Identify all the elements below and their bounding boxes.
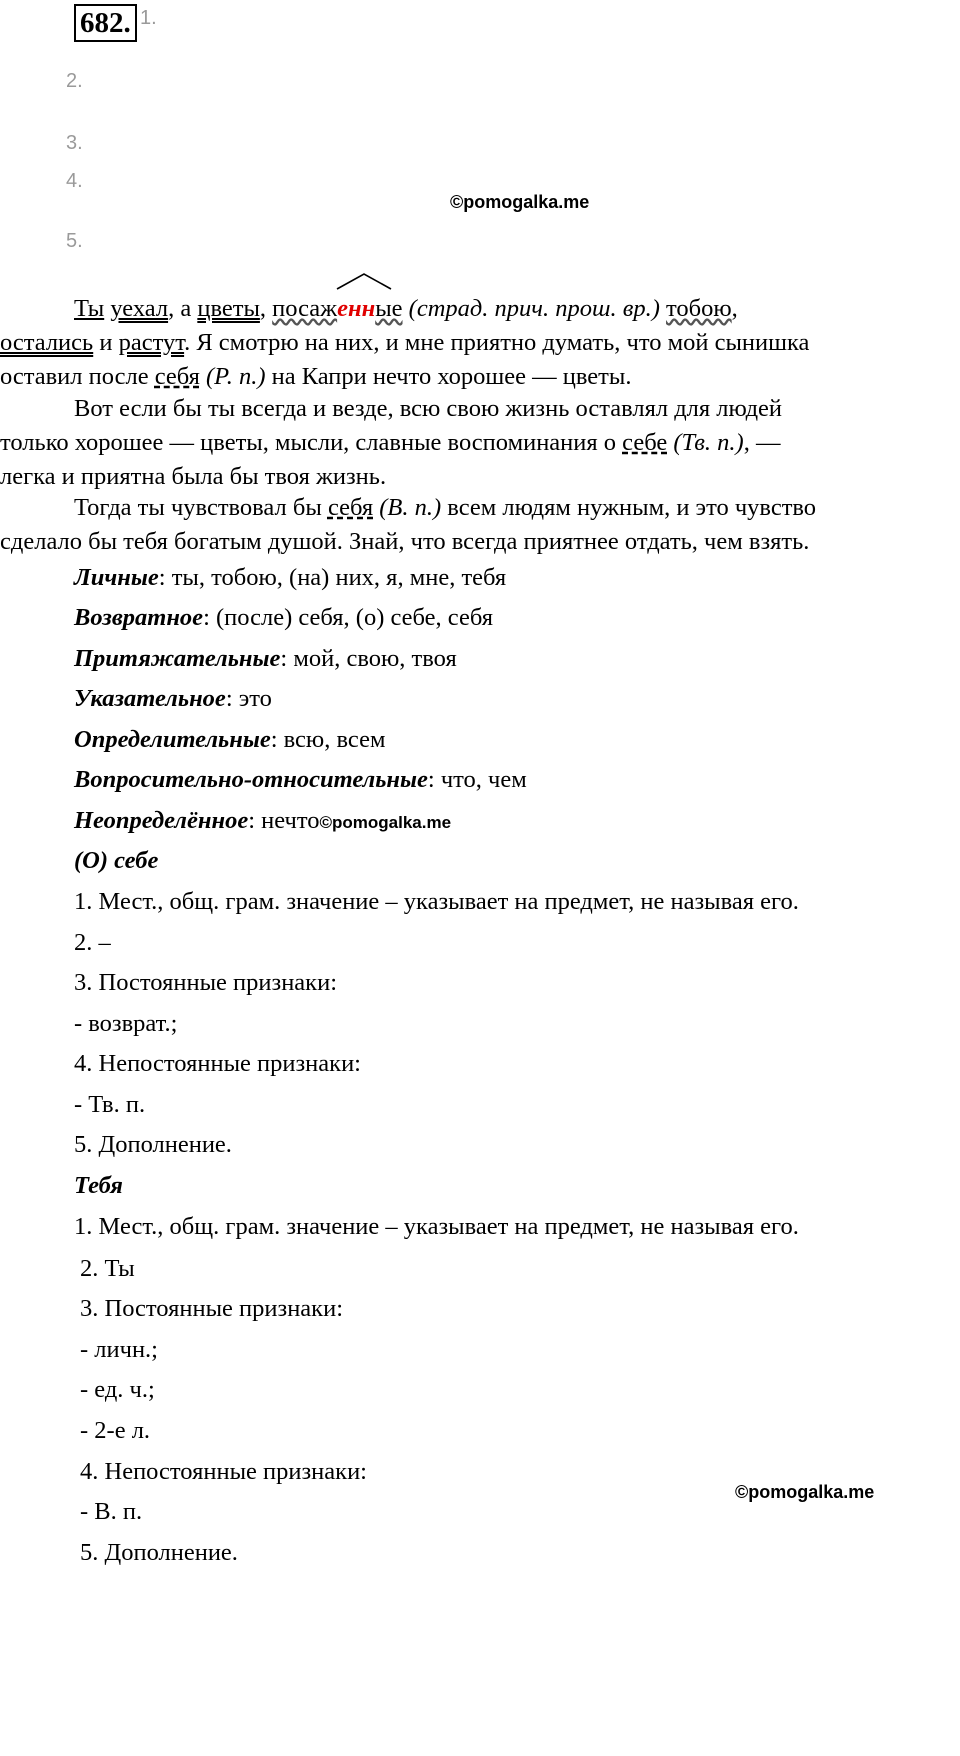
answer-slot-2: 2.	[66, 70, 83, 92]
watermark-inline: ©pomogalka.me	[319, 813, 452, 832]
analysis-2-line-9: 5. Дополнение.	[80, 1539, 238, 1566]
analysis-2-line-3: 3. Постоянные признаки:	[80, 1295, 344, 1322]
category-value: : (после) себя, (о) себе, себя	[203, 604, 493, 631]
suffix-marker	[337, 292, 375, 326]
category-definitive	[74, 725, 385, 755]
word-uekhal: уехал	[110, 295, 169, 322]
note: (Тв. п.)	[667, 429, 744, 456]
word-sebe: себе	[622, 429, 668, 456]
category-label: Указательное	[74, 685, 226, 712]
category-label: Притяжательные	[74, 645, 281, 672]
analysis-1-heading	[74, 846, 158, 876]
word-tsvety: цветы	[197, 295, 260, 322]
analysis-2-line-4: - личн.;	[80, 1336, 158, 1363]
word-ty: Ты	[74, 295, 105, 322]
word-posazhennye	[272, 295, 402, 322]
category-label: Возвратное	[74, 604, 204, 631]
analysis-2-line-1: 1. Мест., общ. грам. значение – указывает на предмет, не называя его.	[74, 1213, 799, 1240]
category-interrogative	[74, 765, 527, 795]
text-run: только хорошее — цветы, мысли, славные воспоминания о	[0, 429, 623, 456]
analysis-1-line-4: - возврат.;	[74, 1010, 178, 1037]
word-ostalis: остались	[0, 329, 94, 356]
watermark-bottom: ©pomogalka.me	[735, 1482, 875, 1502]
word-part: посаж	[272, 295, 338, 322]
text-line: Вот если бы ты всегда и везде, всю свою жизнь оставлял для людей	[74, 395, 783, 422]
note: (страд. прич. прош. вр.)	[402, 295, 660, 322]
analysis-2-line-5: - ед. ч.;	[80, 1376, 155, 1403]
analysis-1-line-6: - Тв. п.	[74, 1091, 146, 1118]
word-rastut: растут	[118, 329, 185, 356]
answer-slot-5: 5.	[66, 230, 83, 252]
analysis-2-heading	[74, 1171, 123, 1201]
analysis-2-line-2: 2. Ты	[80, 1255, 135, 1282]
suffix-arc-icon	[335, 272, 393, 290]
exercise-number: 682.	[74, 4, 137, 42]
answer-slot-4: 4.	[66, 170, 83, 192]
analysis-2-line-6: - 2-е л.	[80, 1417, 151, 1444]
text-line: сделало бы тебя богатым душой. Знай, что всегда приятнее отдать, чем взять.	[0, 528, 810, 555]
analysis-1-line-1: 1. Мест., общ. грам. значение – указывает на предмет, не называя его.	[74, 888, 799, 915]
analysis-1-line-5: 4. Непостоянные признаки:	[74, 1050, 361, 1077]
word-part: ые	[375, 295, 403, 322]
category-value: : ты, тобою, (на) них, я, мне, тебя	[158, 564, 507, 591]
answer-slot-1: 1.	[140, 7, 157, 29]
category-personal	[74, 563, 506, 593]
text-run: и	[93, 329, 119, 356]
analysis-2-line-8: - В. п.	[80, 1498, 143, 1525]
word-toboyu: тобою	[666, 295, 732, 322]
text-run: ,	[731, 295, 738, 322]
word-sebya-2: себя	[327, 494, 374, 521]
category-indefinite	[74, 806, 451, 838]
analysis-1-line-2: 2. –	[74, 929, 111, 956]
text-paragraph-2	[0, 392, 960, 494]
category-reflexive	[74, 603, 493, 633]
text-run: , а	[168, 295, 198, 322]
text-run: . Я смотрю на них, и мне приятно думать, что мой сынишка	[184, 329, 810, 356]
category-value: : мой, свою, твоя	[280, 645, 457, 672]
note: (Р. п.)	[199, 363, 266, 390]
text-run: на Капри нечто хорошее — цветы.	[265, 363, 632, 390]
suffix-enn: енн	[337, 295, 376, 322]
word-sebya: себя	[154, 363, 200, 390]
text-run: всем людям нужным, и это чувство	[441, 494, 817, 521]
analysis-2-line-7: 4. Непостоянные признаки:	[80, 1458, 367, 1485]
heading-text: (О) себе	[74, 847, 159, 874]
text-line: легка и приятна была бы твоя жизнь.	[0, 463, 387, 490]
text-run: , —	[743, 429, 781, 456]
analysis-1-line-7: 5. Дополнение.	[74, 1131, 232, 1158]
category-value: : всю, всем	[270, 726, 386, 753]
category-value: : что, чем	[427, 766, 527, 793]
text-paragraph-3	[0, 491, 960, 559]
category-label: Личные	[74, 564, 159, 591]
category-possessive	[74, 644, 457, 674]
category-label: Неопределённое	[74, 807, 249, 834]
category-demonstrative	[74, 684, 272, 714]
answer-slot-3: 3.	[66, 132, 83, 154]
category-label: Вопросительно-относительные	[74, 766, 428, 793]
category-label: Определительные	[74, 726, 271, 753]
heading-text: Тебя	[74, 1172, 123, 1199]
category-value: : это	[225, 685, 272, 712]
text-paragraph-1	[0, 292, 960, 394]
text-run: оставил после	[0, 363, 155, 390]
text-run: Тогда ты чувствовал бы	[74, 494, 328, 521]
text-run: ,	[259, 295, 273, 322]
watermark-top: ©pomogalka.me	[450, 192, 590, 212]
note: (В. п.)	[373, 494, 442, 521]
analysis-1-line-3: 3. Постоянные признаки:	[74, 969, 338, 996]
category-value: : нечто	[248, 807, 320, 834]
